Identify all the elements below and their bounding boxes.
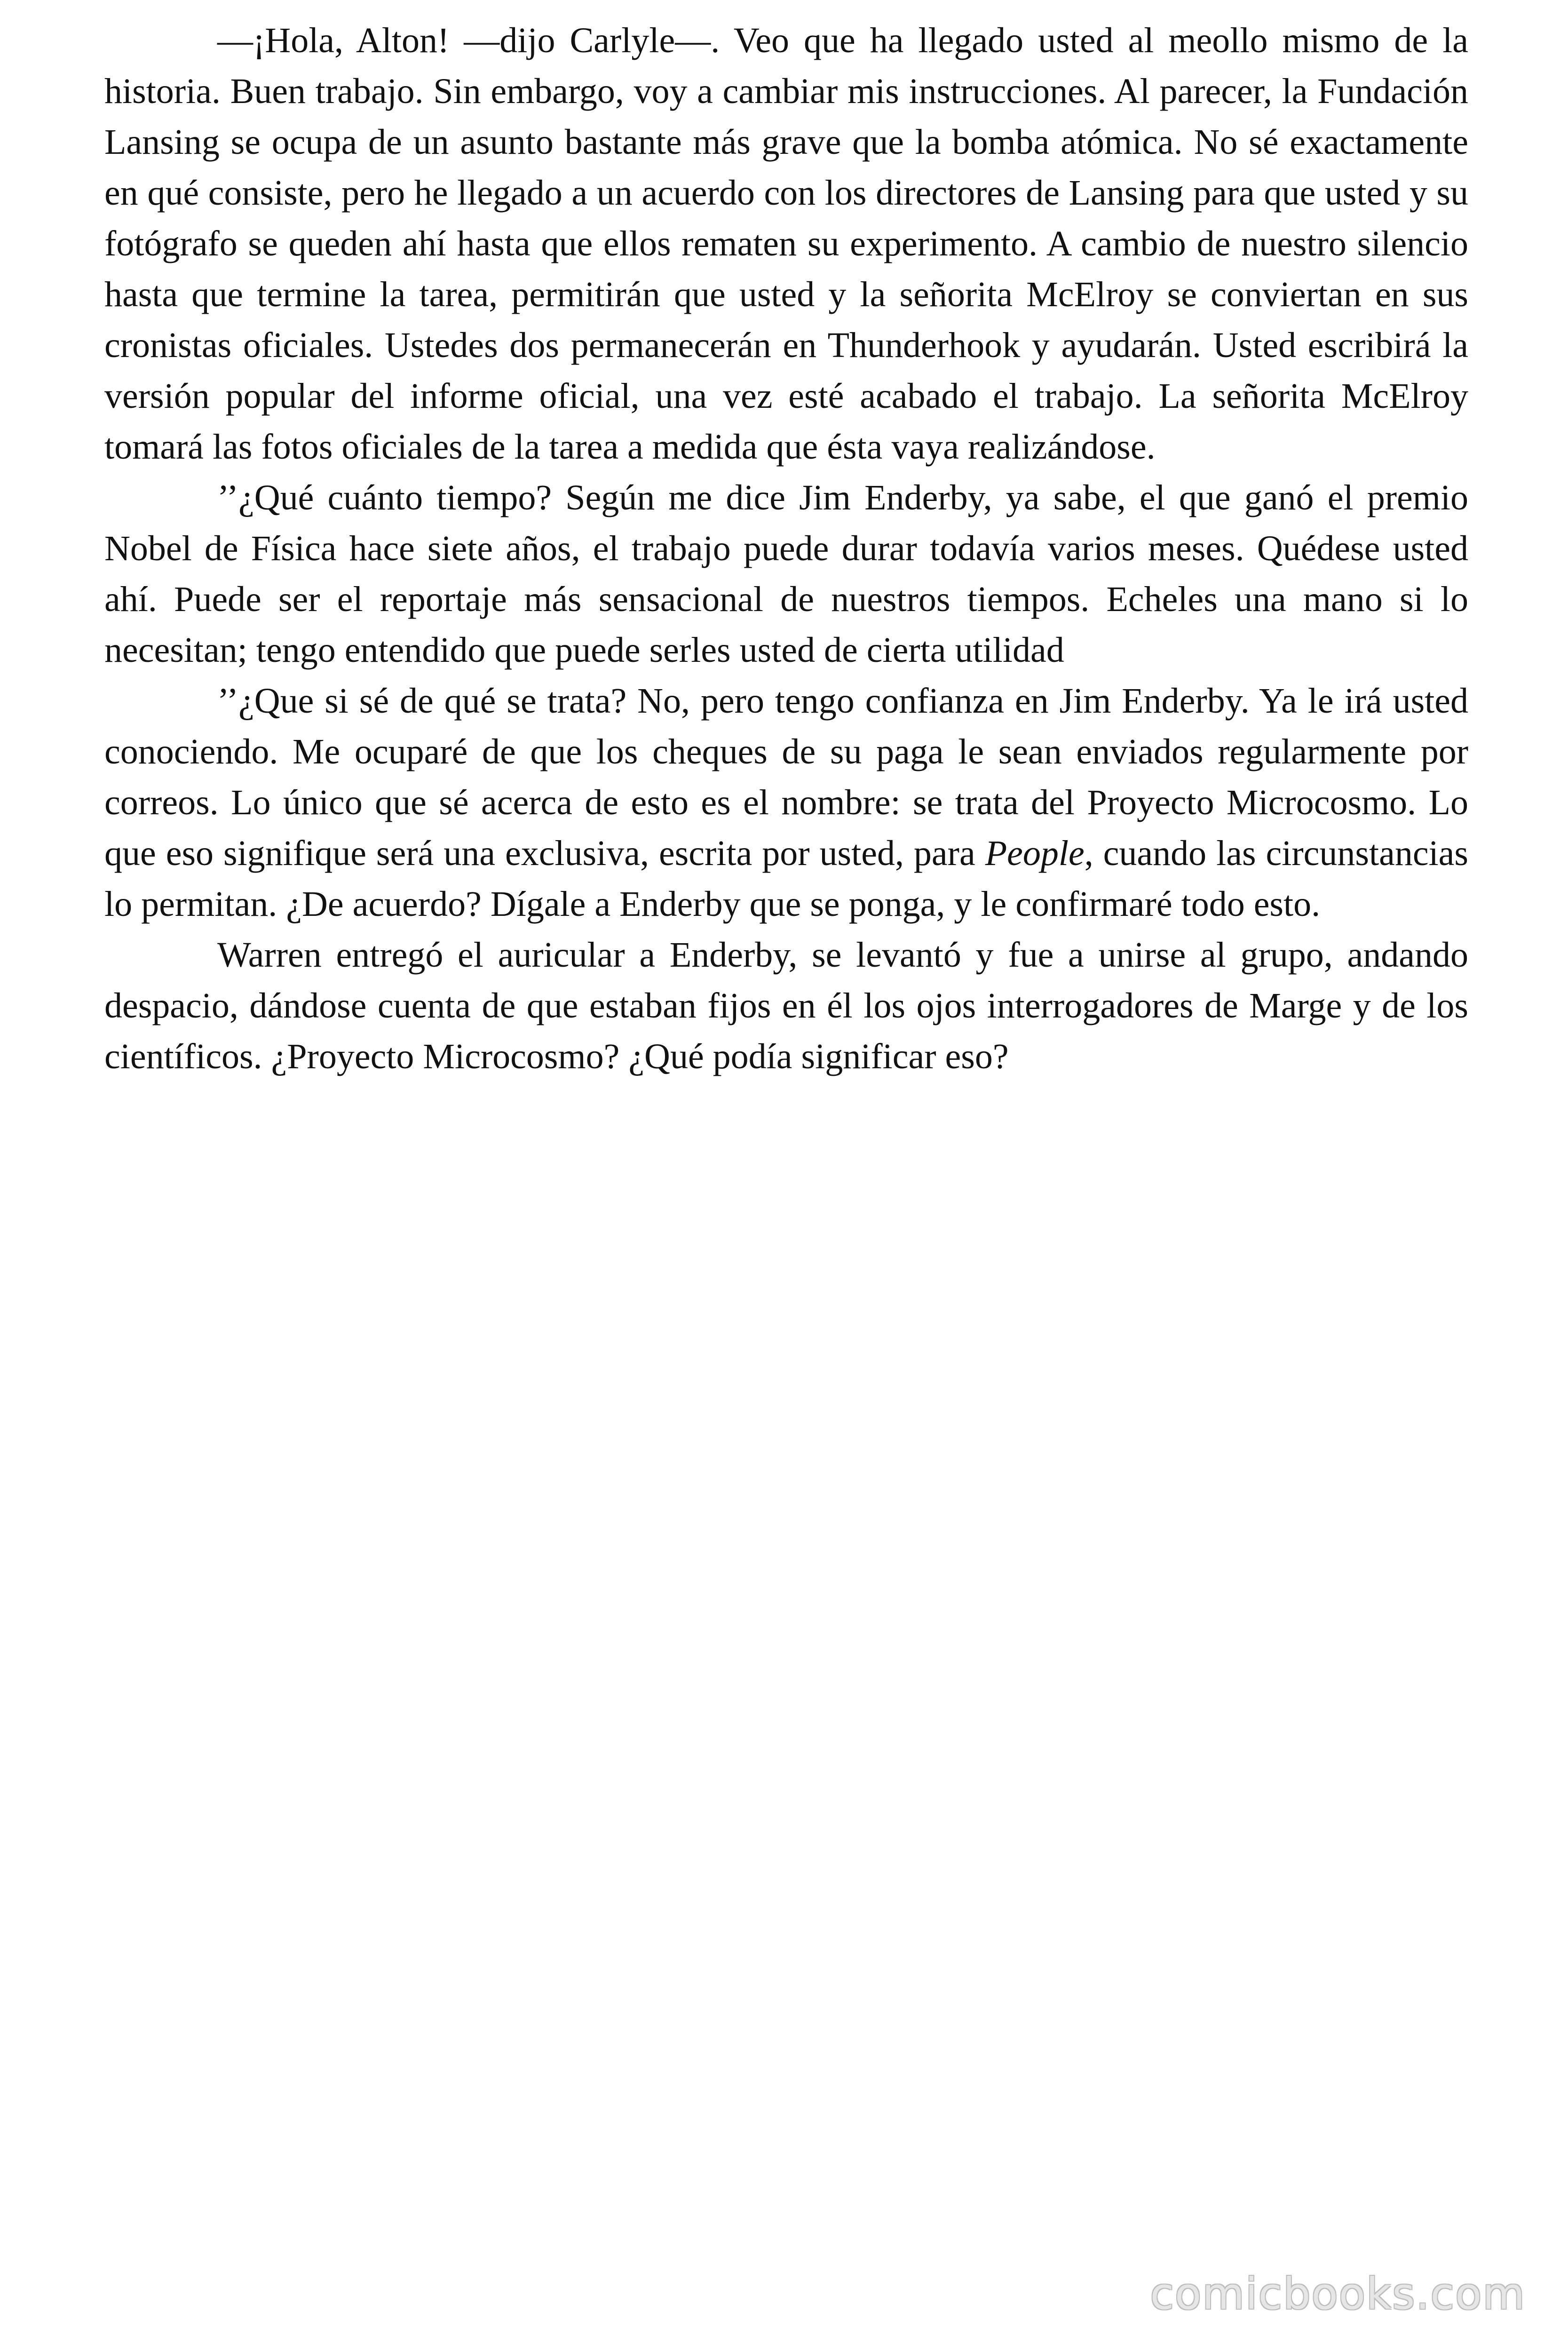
paragraph-3-text-start: ’’¿Que si sé de qué se trata? No, pero tengo confianza en Jim Enderby. Ya le irá usted conociendo. Me ocuparé de que los cheques de su paga le sean enviados regularmente por correos. Lo único que sé acerca de esto es el nombre: se trata del Proyecto Microcosmo. Lo que eso signifique será una exclusiva, escrita por usted, para bbox=[104, 681, 1468, 873]
paragraph-3 bbox=[104, 675, 1468, 930]
body-text bbox=[104, 15, 1468, 1082]
paragraph-1-text: —¡Hola, Alton! —dijo Carlyle—. Veo que ha llegado usted al meollo mismo de la historia. Buen trabajo. Sin embargo, voy a cambiar mis instrucciones. Al parecer, la Fundación Lansing se ocupa de un asunto bastante más grave que la bomba atómica. No sé exactamente en qué consiste, pero he llegado a un acuerdo con los directores de Lansing para que usted y su fotógrafo se queden ahí hasta que ellos rematen su experimento. A cambio de nuestro silencio hasta que termine la tarea, permitirán que usted y la señorita McElroy se conviertan en sus cronistas oficiales. Ustedes dos permanecerán en Thunderhook y ayudarán. Usted escribirá la versión popular del informe oficial, una vez esté acabado el trabajo. La señorita McElroy tomará las fotos oficiales de la tarea a medida que ésta vaya realizándose. bbox=[104, 21, 1468, 467]
paragraph-4-text: Warren entregó el auricular a Enderby, se levantó y fue a unirse al grupo, andando despacio, dándose cuenta de que estaban fijos en él los ojos interrogadores de Marge y de los científicos. ¿Proyecto Microcosmo? ¿Qué podía significar eso? bbox=[104, 935, 1468, 1076]
watermark-text: comicbooks.com bbox=[1150, 2269, 1526, 2319]
people-italic-title: People bbox=[985, 834, 1085, 873]
paragraph-2-text: ’’¿Qué cuánto tiempo? Según me dice Jim Enderby, ya sabe, el que ganó el premio Nobel de Física hace siete años, el trabajo puede durar todavía varios meses. Quédese usted ahí. Puede ser el reportaje más sensacional de nuestros tiempos. Echeles una mano si lo necesitan; tengo entendido que puede serles usted de cierta utilidad bbox=[104, 478, 1468, 670]
paragraph-3-text-end: , cuando las circunstancias lo permitan. ¿De acuerdo? Dígale a Enderby que se ponga, y le confirmaré todo esto. bbox=[104, 834, 1468, 924]
paragraph-4 bbox=[104, 930, 1468, 1082]
paragraph-1 bbox=[104, 15, 1468, 472]
paragraph-2 bbox=[104, 472, 1468, 675]
